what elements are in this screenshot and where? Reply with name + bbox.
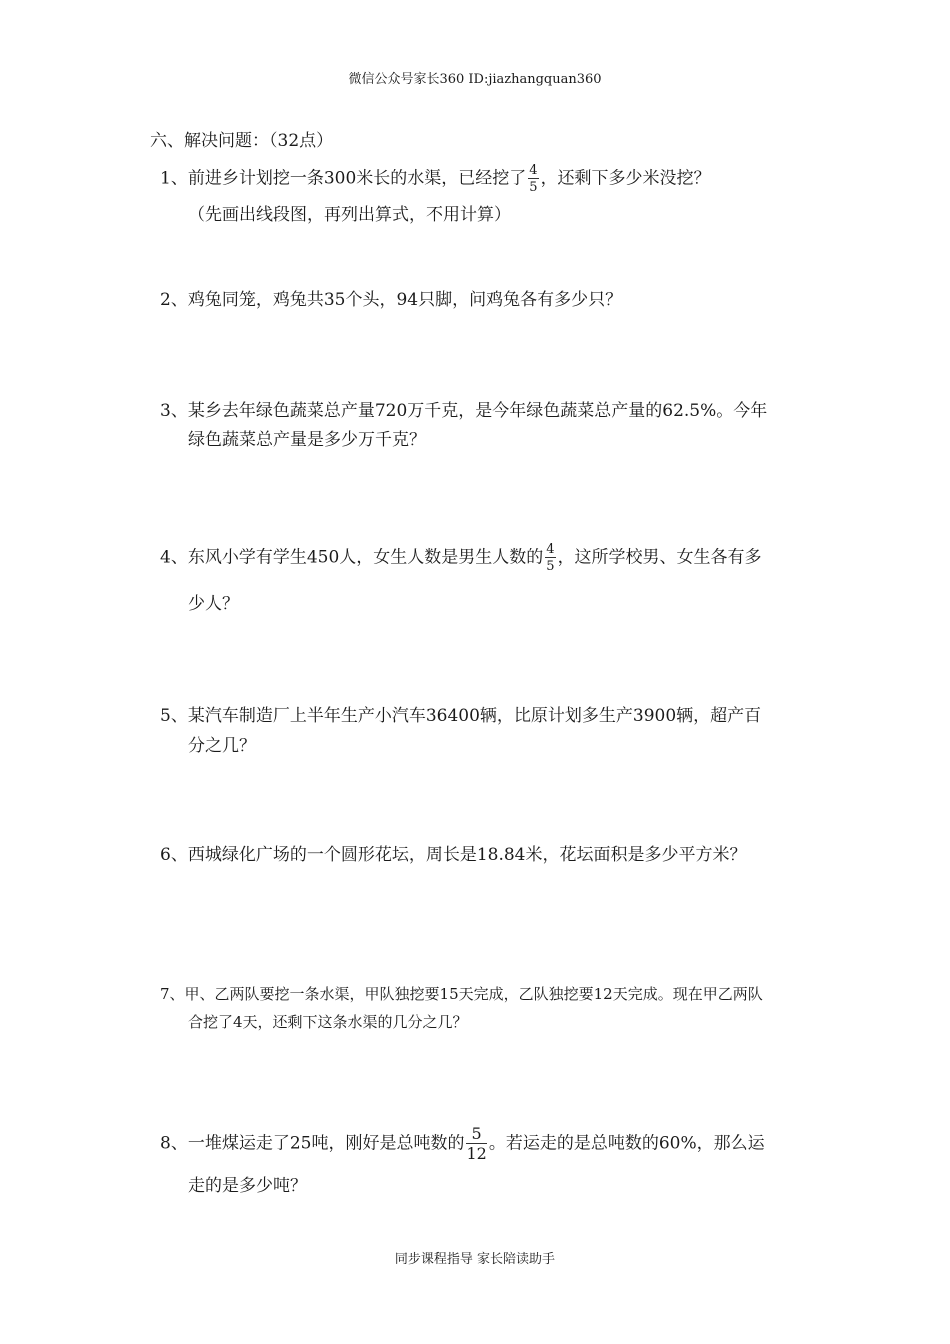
question-8-line-2: 走的是多少吨？ bbox=[188, 1176, 307, 1196]
question-5-line-2: 分之几？ bbox=[188, 736, 256, 756]
question-text: ，还剩下多少米没挖？ bbox=[540, 168, 711, 189]
question-text: 某汽车制造厂上半年生产小汽车36400辆，比原计划多生产3900辆，超产百 bbox=[187, 706, 762, 726]
question-7-line-2: 合挖了4天，还剩下这条水渠的几分之几？ bbox=[188, 1013, 468, 1031]
question-text: 前进乡计划挖一条300米长的水渠，已经挖了 bbox=[187, 168, 527, 189]
fraction-denominator: 5 bbox=[529, 180, 538, 195]
question-3-line-1 bbox=[160, 403, 767, 420]
fraction bbox=[466, 1126, 486, 1162]
section-title: 六、解决问题：（32点） bbox=[150, 131, 334, 151]
question-1-line-1 bbox=[160, 164, 711, 194]
question-number: 3、 bbox=[160, 401, 188, 421]
question-1-line-2: （先画出线段图，再列出算式，不用计算） bbox=[188, 205, 511, 225]
question-text: 东风小学有学生450人，女生人数是男生人数的 bbox=[187, 547, 544, 568]
fraction-denominator: 5 bbox=[546, 559, 555, 574]
question-text: 甲、乙两队要挖一条水渠，甲队独挖要15天完成，乙队独挖要12天完成。现在甲乙两队 bbox=[184, 985, 763, 1003]
fraction-numerator: 5 bbox=[466, 1126, 486, 1144]
question-number: 4、 bbox=[160, 547, 188, 568]
fraction bbox=[528, 164, 538, 194]
question-5-line-1 bbox=[160, 708, 761, 725]
question-8-line-1 bbox=[160, 1126, 765, 1162]
question-number: 7、 bbox=[160, 985, 185, 1003]
question-text: 西城绿化广场的一个圆形花坛，周长是18.84米，花坛面积是多少平方米？ bbox=[187, 845, 747, 865]
question-4-line-1 bbox=[160, 543, 762, 573]
question-3-line-2: 绿色蔬菜总产量是多少万千克？ bbox=[188, 430, 426, 450]
question-number: 6、 bbox=[160, 845, 188, 865]
question-2-line-1 bbox=[160, 292, 622, 309]
fraction-denominator: 12 bbox=[466, 1144, 487, 1163]
page-footer: 同步课程指导 家长陪读助手 bbox=[394, 1252, 556, 1267]
question-number: 8、 bbox=[160, 1133, 188, 1154]
question-text: ，这所学校男、女生各有多 bbox=[557, 547, 762, 568]
question-text: 鸡兔同笼，鸡兔共35个头，94只脚，问鸡兔各有多少只？ bbox=[187, 290, 623, 310]
fraction-numerator: 4 bbox=[546, 542, 555, 557]
question-number: 5、 bbox=[160, 706, 188, 726]
question-4-line-2: 少人？ bbox=[188, 594, 239, 614]
page-header: 微信公众号家长360 ID:jiazhangquan360 bbox=[348, 72, 602, 87]
fraction bbox=[545, 543, 555, 573]
question-number: 1、 bbox=[160, 168, 188, 189]
question-text: 某乡去年绿色蔬菜总产量720万千克，是今年绿色蔬菜总产量的62.5%。今年 bbox=[187, 401, 768, 421]
fraction-numerator: 4 bbox=[529, 163, 538, 178]
question-text: 一堆煤运走了25吨，刚好是总吨数的 bbox=[187, 1133, 465, 1154]
question-number: 2、 bbox=[160, 290, 188, 310]
question-6-line-1 bbox=[160, 847, 747, 864]
question-7-line-1 bbox=[160, 987, 763, 1002]
question-text: 。若运走的是总吨数的60%，那么运 bbox=[488, 1133, 765, 1154]
